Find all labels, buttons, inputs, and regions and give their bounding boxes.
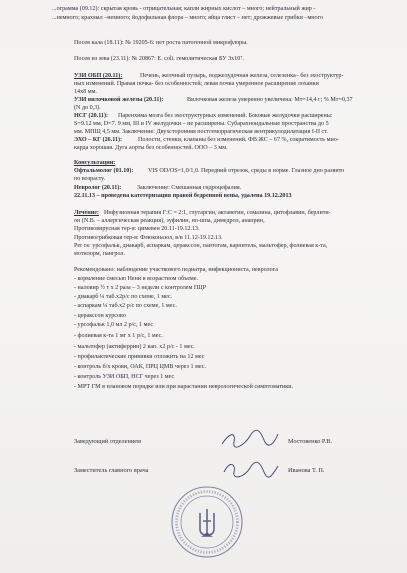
text-line: 14x8 мм. — [74, 89, 97, 95]
text-line: Офтальмолог (01.10): — [74, 168, 134, 174]
text-line: мм. МПЩ 4,5 мм. Заключение: Двухсторонняя постгеморрагическая вентрикулодилатация I-II ст. — [74, 129, 328, 135]
text-line: - МРТ ГМ в плановом порядке или при нарастании неврологической симптоматики. — [74, 384, 294, 390]
text-line: по возрасту. — [74, 176, 106, 182]
signature-role: Заведующий отделением — [74, 438, 142, 445]
text-line: - кормление смесью Нени в возрастном объеме. — [74, 276, 199, 282]
official-stamp — [170, 485, 244, 559]
text-line: Заключение: Смешанная гидроцефалия. — [137, 185, 242, 191]
trident-emblem — [200, 509, 214, 535]
text-line: Per os: урсофальк, диакарб, аспаркам, церакссон, пантогам, карнитель, мальтофер, фолиевая к-та, — [74, 243, 328, 249]
text-line: Противовирусная тер-я: цимевен 20.11-19.12.13. — [74, 226, 200, 232]
text-line: Посев кала (18.11): № 19205-6: нет роста патогенной микрофлоры. — [74, 40, 248, 46]
text-line: ...немного; крахмал –немного; йодофильная флора – много; яйца глист – нет; дрожжевые грибки –много — [52, 15, 323, 21]
text-line: Паренхима мозга без эхоструктурных изменений. Боковые желудочки расширены: — [118, 113, 333, 119]
text-line: НСГ (20.11): — [74, 113, 109, 119]
text-line: УЗИ ОБП (20.11): — [74, 73, 123, 79]
text-line: ...ограмма (09.12): скрытая кровь - отрицательная; капли жирных кислот – много; нейтральный жир - — [52, 6, 316, 12]
text-line: УЗИ вилочковой железы (20.11): — [74, 97, 164, 103]
text-line: - церакссон курсово — [74, 313, 126, 319]
signature-scribble-2 — [222, 458, 280, 480]
signature-name: Иванова Т. П. — [288, 467, 325, 474]
text-line: он (N.B. – аллергическая реакция), эуфилин, но-шпа, димедрол, анаприн, — [74, 218, 265, 224]
text-line: ЭХО – КГ (26.11): — [74, 137, 123, 143]
text-line: - контроль УЗИ ОБП, НСГ через 1 мес — [74, 374, 175, 380]
text-line: карда хорошая. Дуга аорты без особенностей. ООО – 3 мм. — [74, 145, 228, 151]
text-line: Консультации: — [74, 160, 116, 166]
text-line: - диакарб ¼ таб.х2р/с по схеме, 1 мес. — [74, 294, 173, 300]
text-line: Противогрибковая тер-я: Флюконазол, в/в 11.12-19.12.13. — [74, 235, 223, 241]
text-line: Вилочковая железа умеренно увеличена: Mт=14,4 г; % Mт=0,37 — [187, 97, 353, 103]
text-line: S=9.12 мм, D=7. 9 мм, III и IV желудочки – не расширены. Субарахноидальные пространства до 5 — [74, 121, 329, 127]
signature-name: Мостовенко Р.В. — [288, 438, 332, 445]
signature-scribble-1 — [220, 428, 280, 450]
text-line: ных изменений. Правая почка- без особенностей; левая почка умеренное расширение лоханки — [74, 81, 319, 87]
text-line: мотилорм, пангрол. — [74, 251, 125, 257]
text-line: - мальтофер (актиферрин) 2 кап. х2 р/с - 1 мес. — [74, 344, 195, 350]
text-line: Невролог (20.11): — [74, 185, 122, 191]
text-line: Посев из зева (23.11): № 20867: E. coli. гемолитическая БУ 3x10⁷. — [74, 56, 244, 62]
text-line: Полости, стенки, клапаны без изменений. ФВ ЖС – 67 %, сократимость мио- — [138, 137, 339, 143]
text-line: (N до 0,3). — [74, 105, 101, 111]
text-line: VIS OD/OS=1,0/1,0. Передний отрезок, среды в норме. Глазное дно развито — [148, 168, 345, 174]
text-line: Лечение: — [74, 210, 99, 216]
text-line: - аспаркам ¼ таб.х2 р/с по схеме, 1 мес. — [74, 303, 177, 309]
text-line: Рекомендовано: наблюдение участкового педиатра, инфекциониста, невролога — [74, 267, 278, 273]
text-line: Инфузионная терапия Г:С = 2:1, глутаргин, актавегин, сомазина, цитофлавин, берлити- — [104, 210, 331, 216]
text-line: - урсофальк 1,0 мл 2 р/с, 1 мес — [74, 322, 154, 328]
signature-role: Заместитель главного врача — [74, 467, 149, 474]
text-line: - контроль б/х крови, ОАК, ПРЦ ЦМВ через 1 мес. — [74, 364, 206, 370]
text-line: Печень, желчный пузырь, поджелудочная железа, селезенка– без эхоструктур- — [140, 73, 344, 79]
text-line: - профилактические прививки отложить на 12 мес — [74, 354, 205, 360]
text-line: 22.11.13 – проведена катетеризация правой бедренной вены, удалена 19.12.2013 — [74, 193, 292, 199]
text-line: - фолиевая к-та 1 мг х 1 р/с, 1 мес. — [74, 333, 163, 339]
text-line: - наловир ½ т х 2 раза – 3 недели с контролем ПЦР — [74, 285, 207, 291]
